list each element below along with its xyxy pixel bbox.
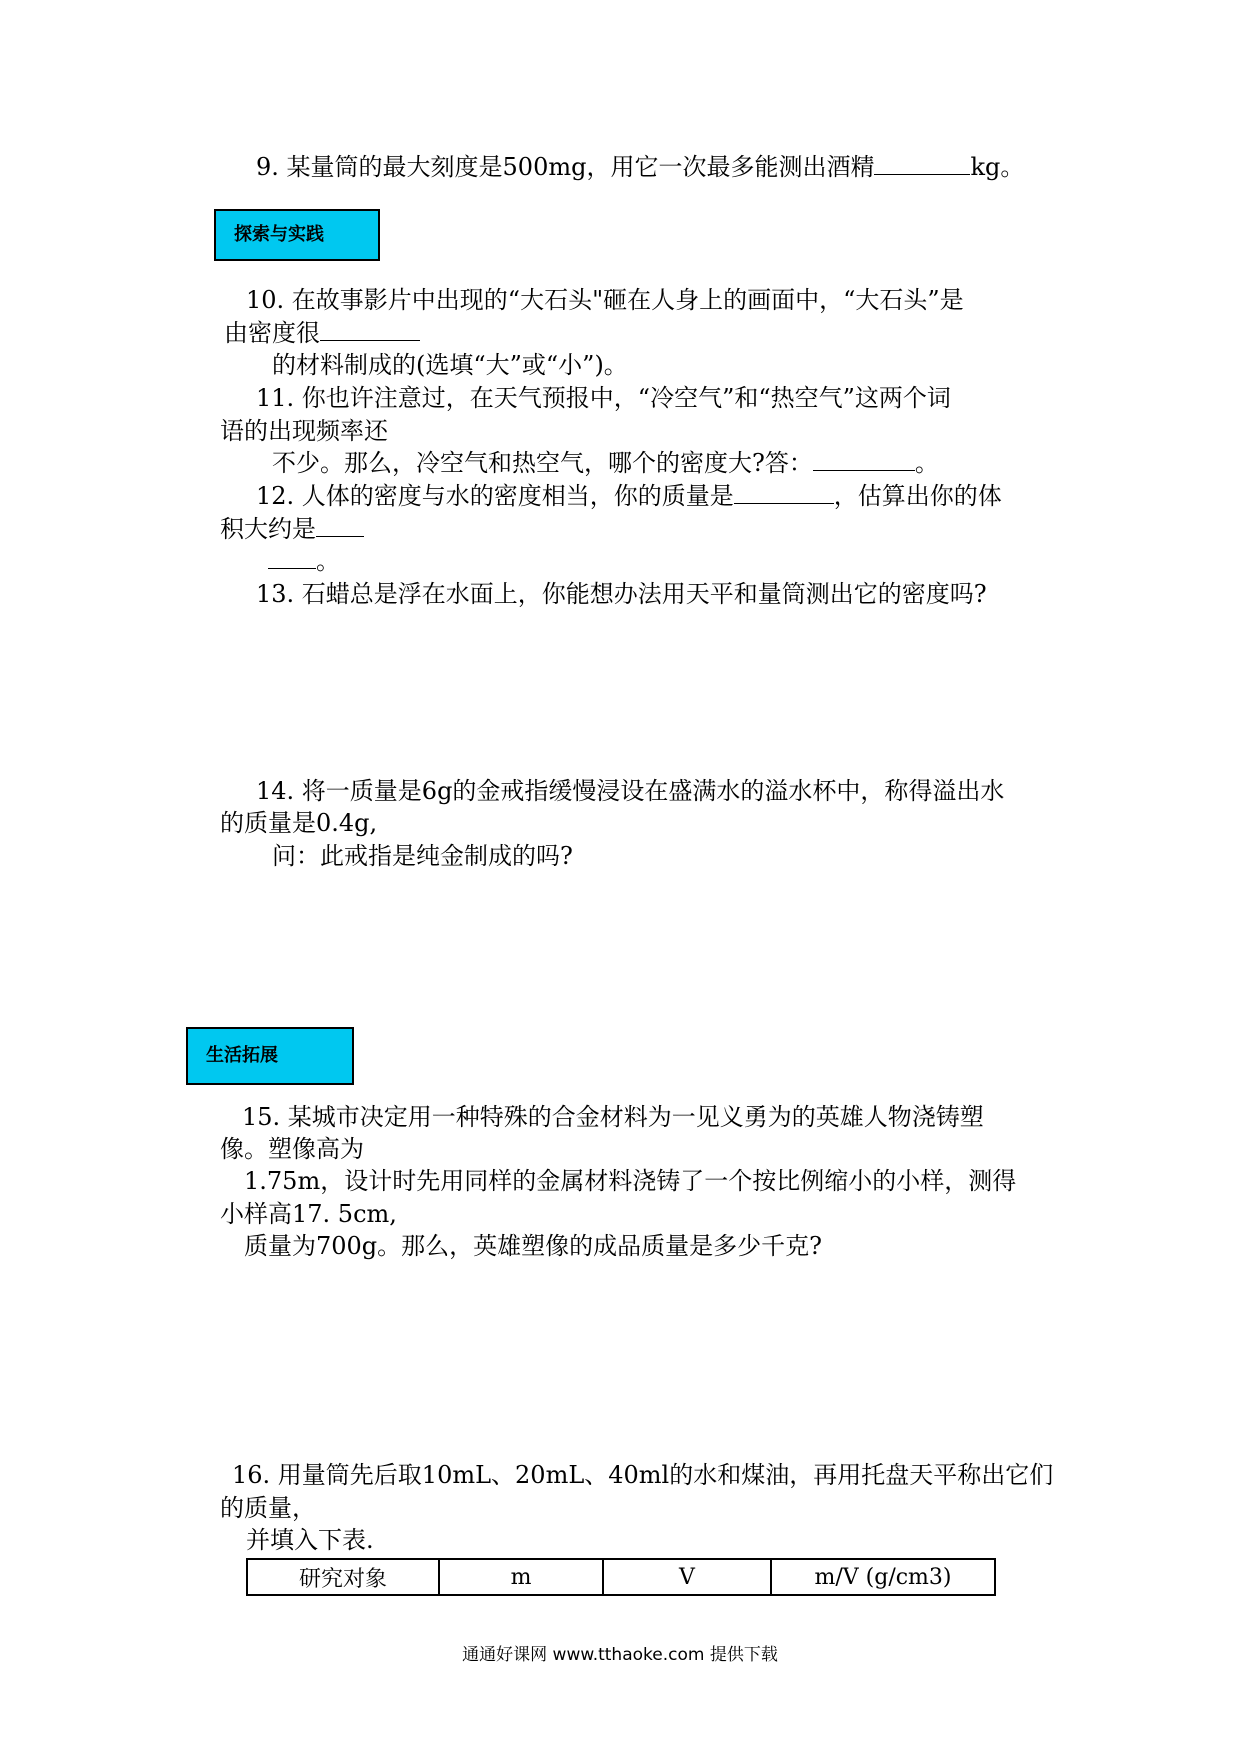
question-15-line-1: 15. 某城市决定用一种特殊的合金材料为一见义勇为的英雄人物浇铸塑 (242, 1103, 984, 1131)
section-header-explore (214, 209, 380, 261)
question-9 (256, 152, 1024, 182)
question-10-line-2-text: 由密度很 (224, 319, 320, 347)
question-16-line-3: 并填入下表. (246, 1526, 374, 1554)
question-14-line-2: 的质量是0.4g, (220, 809, 378, 837)
question-15-line-4: 小样高17. 5cm, (220, 1200, 397, 1228)
question-12-line-2 (220, 514, 364, 544)
question-11-line-3-end: 。 (914, 449, 939, 477)
answer-blank[interactable] (813, 448, 915, 471)
question-15-line-2: 像。塑像高为 (220, 1135, 364, 1163)
data-table (246, 1558, 996, 1596)
question-9-text: 9. 某量筒的最大刻度是500mg，用它一次最多能测出酒精 (256, 153, 875, 181)
section-header-life (186, 1027, 354, 1085)
answer-blank[interactable] (320, 318, 420, 341)
question-12-line-1 (256, 481, 1002, 511)
question-11-line-1: 11. 你也许注意过，在天气预报中，“冷空气”和“热空气”这两个词 (256, 384, 951, 412)
question-14-line-3: 问：此戒指是纯金制成的吗? (272, 842, 573, 870)
question-14-line-1: 14. 将一质量是6g的金戒指缓慢浸设在盛满水的溢水杯中，称得溢出水 (256, 777, 1005, 805)
question-11-line-3-text: 不少。那么，冷空气和热空气，哪个的密度大?答： (272, 449, 813, 477)
question-13-line-1: 13. 石蜡总是浮在水面上，你能想办法用天平和量筒测出它的密度吗? (256, 580, 987, 608)
question-11-line-2: 语的出现频率还 (220, 417, 388, 445)
question-12-line-3-end: 。 (316, 547, 340, 575)
section-header-life-label: 生活拓展 (206, 1045, 278, 1066)
question-12-line-1-text: 12. 人体的密度与水的密度相当，你的质量是 (256, 482, 734, 510)
table-row (247, 1559, 995, 1595)
question-12-line-1-end: ，估算出你的体 (833, 482, 1002, 510)
answer-blank[interactable] (316, 514, 364, 537)
answer-blank[interactable] (268, 546, 316, 569)
question-16-line-2: 的质量， (220, 1494, 316, 1522)
question-10-line-1: 10. 在故事影片中出现的“大石头"砸在人身上的画面中，“大石头”是 (246, 286, 964, 314)
answer-blank[interactable] (734, 481, 834, 504)
table-header-object: 研究对象 (247, 1559, 439, 1595)
table-header-volume: V (603, 1559, 771, 1595)
question-15-line-5: 质量为700g。那么，英雄塑像的成品质量是多少千克? (244, 1232, 823, 1260)
question-15-line-3: 1.75m，设计时先用同样的金属材料浇铸了一个按比例缩小的小样，测得 (244, 1167, 1017, 1195)
table-header-density: m/V (g/cm3) (771, 1559, 995, 1595)
question-16-line-1: 16. 用量筒先后取10mL、20mL、40ml的水和煤油，再用托盘天平称出它们 (232, 1461, 1054, 1489)
question-12-line-2-text: 积大约是 (220, 515, 316, 543)
question-11-line-3 (272, 448, 939, 478)
question-12-line-3 (268, 546, 340, 576)
table-header-mass: m (439, 1559, 603, 1595)
question-10-line-2 (224, 318, 420, 348)
question-9-unit: kg。 (970, 153, 1025, 181)
footer: 通通好课网 www.tthaoke.com 提供下载 (462, 1645, 778, 1665)
question-10-line-3: 的材料制成的(选填“大”或“小”)。 (272, 351, 628, 379)
answer-blank[interactable] (874, 152, 970, 175)
section-header-explore-label: 探索与实践 (234, 224, 324, 245)
